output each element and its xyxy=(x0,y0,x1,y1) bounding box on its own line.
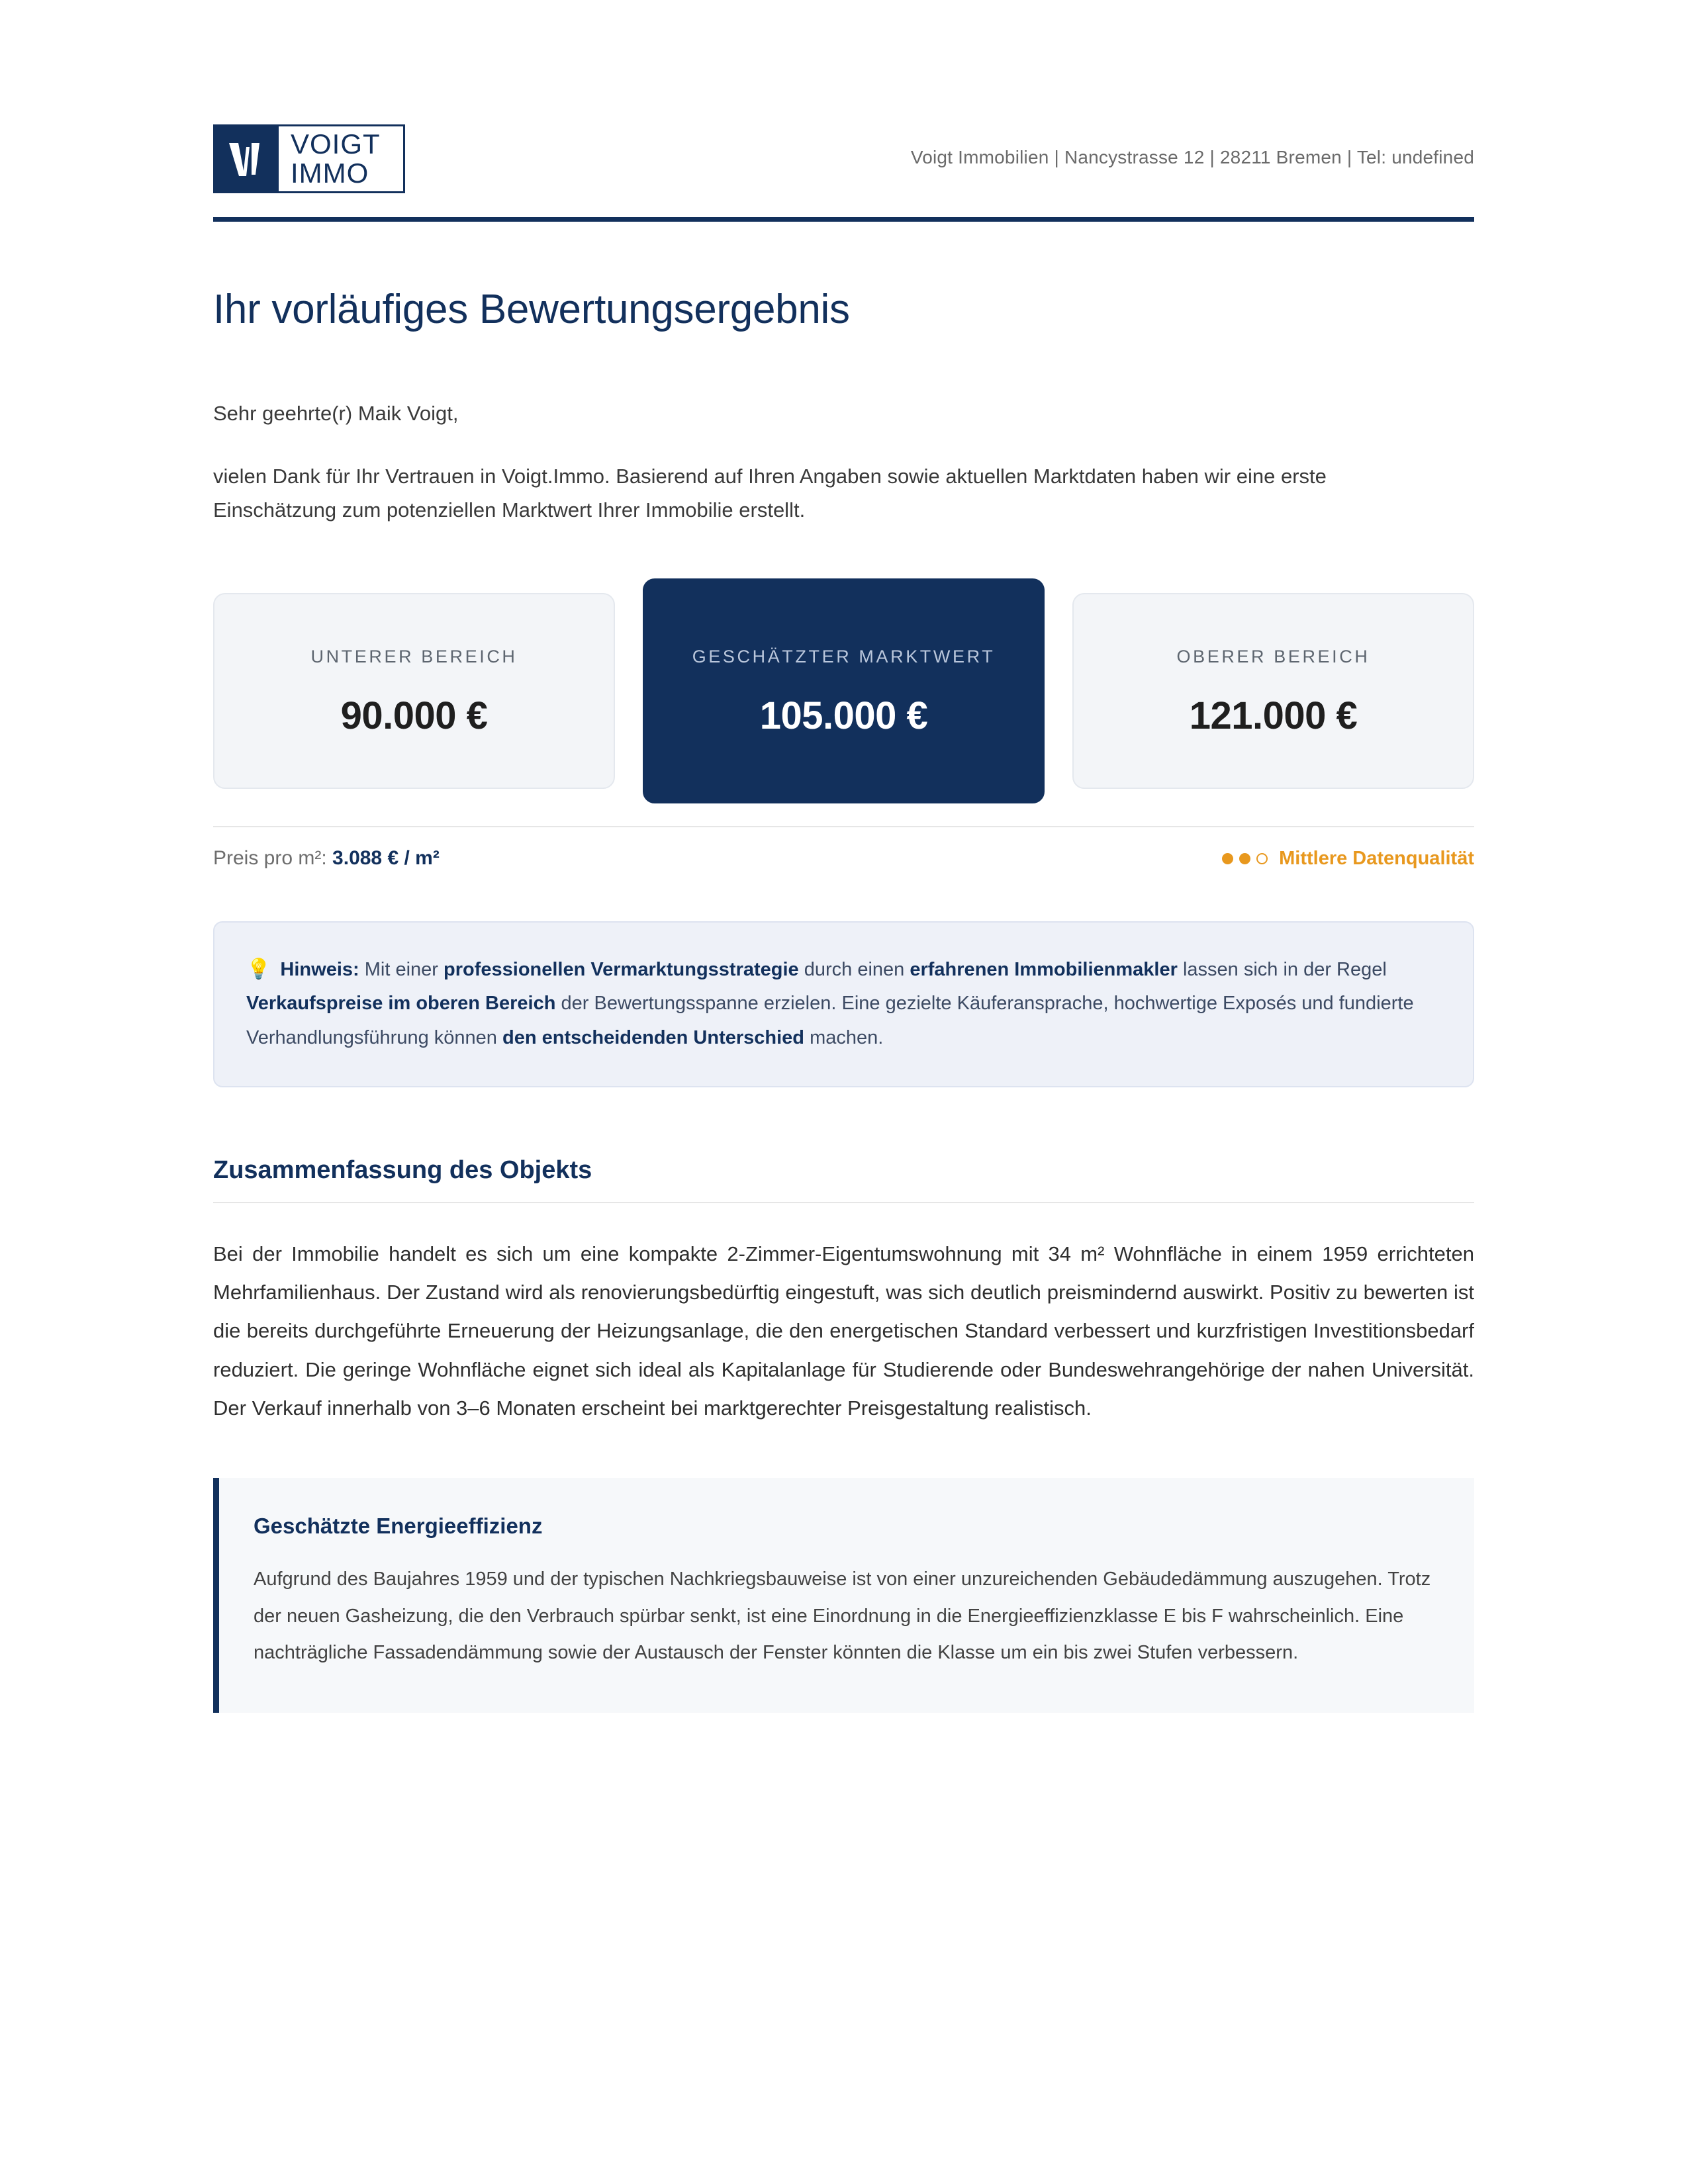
marketing-hint-box xyxy=(213,921,1474,1087)
page-title: Ihr vorläufiges Bewertungsergebnis xyxy=(213,287,850,332)
lightbulb-icon: 💡 xyxy=(246,958,271,980)
content-column xyxy=(213,0,1474,1713)
summary-paragraph: Bei der Immobilie handelt es sich um eine kompakte 2-Zimmer-Eigentumswohnung mit 34 m² Wohnfläche in einem 1959 errichteten Mehrfamilienhaus. Der Zustand wird als renovierungsbedürftig eingestuft, was sich deutlich preismindernd auswirkt. Positiv zu bewerten ist die bereits durchgeführte Erneuerung der Heizungsanlage, die den energetischen Standard verbessert und kurzfristigen Investitionsbedarf reduziert. Die geringe Wohnfläche eignet sich ideal als Kapitalanlage für Studierende oder Bundeswehrangehörige der nahen Universität. Der Verkauf innerhalb von 3–6 Monaten erscheint bei marktgerechter Preisgestaltung realistisch. xyxy=(213,1242,1474,1420)
card-estimate-value: 105.000 € xyxy=(759,694,928,738)
page-header xyxy=(213,0,1474,199)
hint-plain-segment: Mit einer xyxy=(359,958,444,980)
price-per-sqm-label: Preis pro m²: xyxy=(213,846,327,869)
data-quality-label: Mittlere Datenqualität xyxy=(1279,847,1474,869)
intro-paragraph: vielen Dank für Ihr Vertrauen in Voigt.Immo. Basierend auf Ihren Angaben sowie aktuellen Marktdaten haben wir eine erste Einschätzung zum potenziellen Marktwert Ihrer Immobilie erstellt. xyxy=(213,465,1327,522)
hint-plain-segment: der Bewertungsspanne erzielen. Eine gezielte Käuferansprache, hochwertige Exposés und fundierte Verhandlungsführung können xyxy=(246,993,1414,1049)
hint-bold-segment: Verkaufspreise im oberen Bereich xyxy=(246,993,556,1015)
logo-wordmark xyxy=(279,126,403,191)
card-lower-range xyxy=(213,593,615,789)
hint-bold-segment: den entscheidenden Unterschied xyxy=(502,1027,805,1049)
card-estimated-market-value xyxy=(643,578,1045,803)
hint-body-text xyxy=(246,959,1414,1048)
quality-dot-filled-1 xyxy=(1222,853,1233,864)
card-estimate-label: GESCHÄTZTER MARKTWERT xyxy=(692,647,996,667)
card-lower-label: UNTERER BEREICH xyxy=(310,647,518,667)
hint-bold-segment: professionellen Vermarktungsstrategie xyxy=(444,958,799,980)
hint-plain-segment: lassen sich in der Regel xyxy=(1177,958,1387,980)
card-upper-label: OBERER BEREICH xyxy=(1176,647,1370,667)
price-divider xyxy=(213,826,1474,827)
salutation-text: Sehr geehrte(r) Maik Voigt, xyxy=(213,402,459,426)
header-divider xyxy=(213,217,1474,222)
quality-dot-filled-2 xyxy=(1239,853,1250,864)
valuation-cards xyxy=(213,578,1474,803)
card-lower-value: 90.000 € xyxy=(340,694,488,738)
logo-line-1: VOIGT xyxy=(291,128,381,159)
energy-efficiency-title: Geschätzte Energieeffizienz xyxy=(254,1514,543,1539)
summary-section-divider xyxy=(213,1202,1474,1203)
price-per-sqm-value: 3.088 € / m² xyxy=(332,846,440,869)
header-contact-line: Voigt Immobilien | Nancystrasse 12 | 28211 Bremen | Tel: undefined xyxy=(910,147,1474,167)
card-upper-range xyxy=(1072,593,1474,789)
card-upper-value: 121.000 € xyxy=(1189,694,1358,738)
hint-plain-segment: durch einen xyxy=(798,958,910,980)
hint-bold-segment: erfahrenen Immobilienmakler xyxy=(910,958,1178,980)
hint-plain-segment: machen. xyxy=(804,1027,884,1049)
energy-efficiency-box xyxy=(213,1478,1474,1713)
hint-lead-label: Hinweis: xyxy=(280,958,359,980)
summary-section-title: Zusammenfassung des Objekts xyxy=(213,1156,592,1184)
quality-dot-empty-3 xyxy=(1256,853,1268,864)
logo-line-2: IMMO xyxy=(291,158,369,189)
energy-efficiency-text: Aufgrund des Baujahres 1959 und der typischen Nachkriegsbauweise ist von einer unzureichenden Gebäudedämmung auszugehen. Trotz der neuen Gasheizung, die den Verbrauch spürbar senkt, ist eine Einordnung in die Energieeffizienzklasse E bis F wahrscheinlich. Eine nachträgliche Fassadendämmung sowie der Austausch der Fenster könnten die Klasse um ein bis zwei Stufen verbessern. xyxy=(254,1569,1431,1664)
data-quality-badge xyxy=(1222,848,1474,870)
voigt-w-monogram-icon xyxy=(215,126,279,191)
price-per-sqm xyxy=(213,847,440,870)
price-per-sqm-row xyxy=(213,847,1474,870)
company-logo xyxy=(213,124,405,193)
